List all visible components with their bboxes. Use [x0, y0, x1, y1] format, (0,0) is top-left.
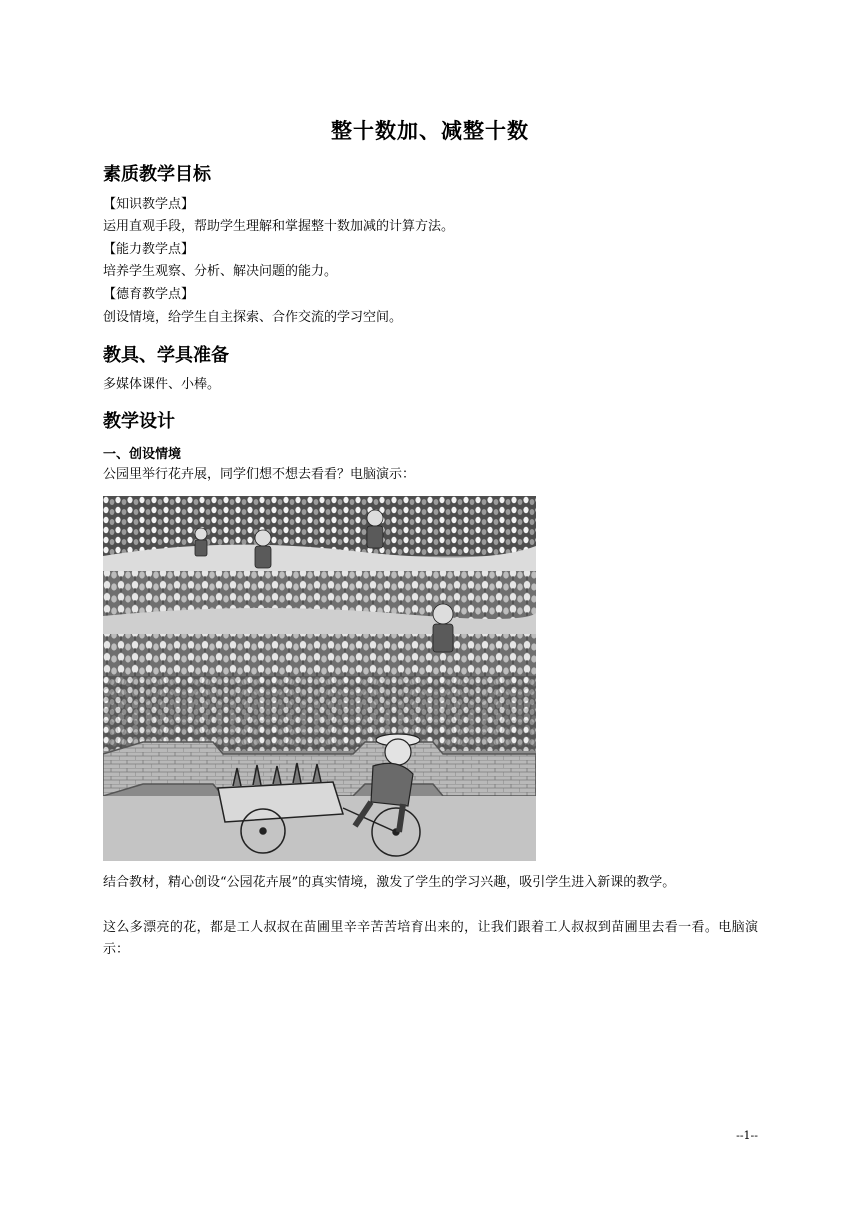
- paragraph-context: 结合教材，精心创设“公园花卉展”的真实情境，激发了学生的学习兴趣，吸引学生进入新课的教学。: [103, 875, 676, 890]
- step1-heading: 一、创设情境: [103, 447, 182, 462]
- step1-intro: 公园里举行花卉展，同学们想不想去看看？电脑演示：: [103, 467, 416, 482]
- paragraph-nursery: 这么多漂亮的花，都是工人叔叔在苗圃里辛辛苦苦培育出来的，让我们跟着工人叔叔到苗圃里去看一看。电脑演示：: [103, 920, 758, 957]
- knowledge-tag: 【知识教学点】: [103, 197, 195, 212]
- heading-tools: 教具、学具准备: [103, 345, 229, 366]
- ability-text: 培养学生观察、分析、解决问题的能力。: [103, 264, 338, 279]
- ability-tag: 【能力教学点】: [103, 242, 195, 257]
- heading-design: 教学设计: [103, 411, 175, 432]
- heading-goals: 素质教学目标: [103, 164, 211, 185]
- flower-show-illustration: [103, 496, 536, 861]
- moral-text: 创设情境，给学生自主探索、合作交流的学习空间。: [103, 310, 403, 325]
- knowledge-text: 运用直观手段，帮助学生理解和掌握整十数加减的计算方法。: [103, 219, 455, 234]
- document-title: 整十数加、减整十数: [331, 119, 529, 143]
- page-number: --1--: [736, 1129, 758, 1142]
- moral-tag: 【德育教学点】: [103, 287, 195, 302]
- tools-text: 多媒体课件、小棒。: [103, 377, 221, 392]
